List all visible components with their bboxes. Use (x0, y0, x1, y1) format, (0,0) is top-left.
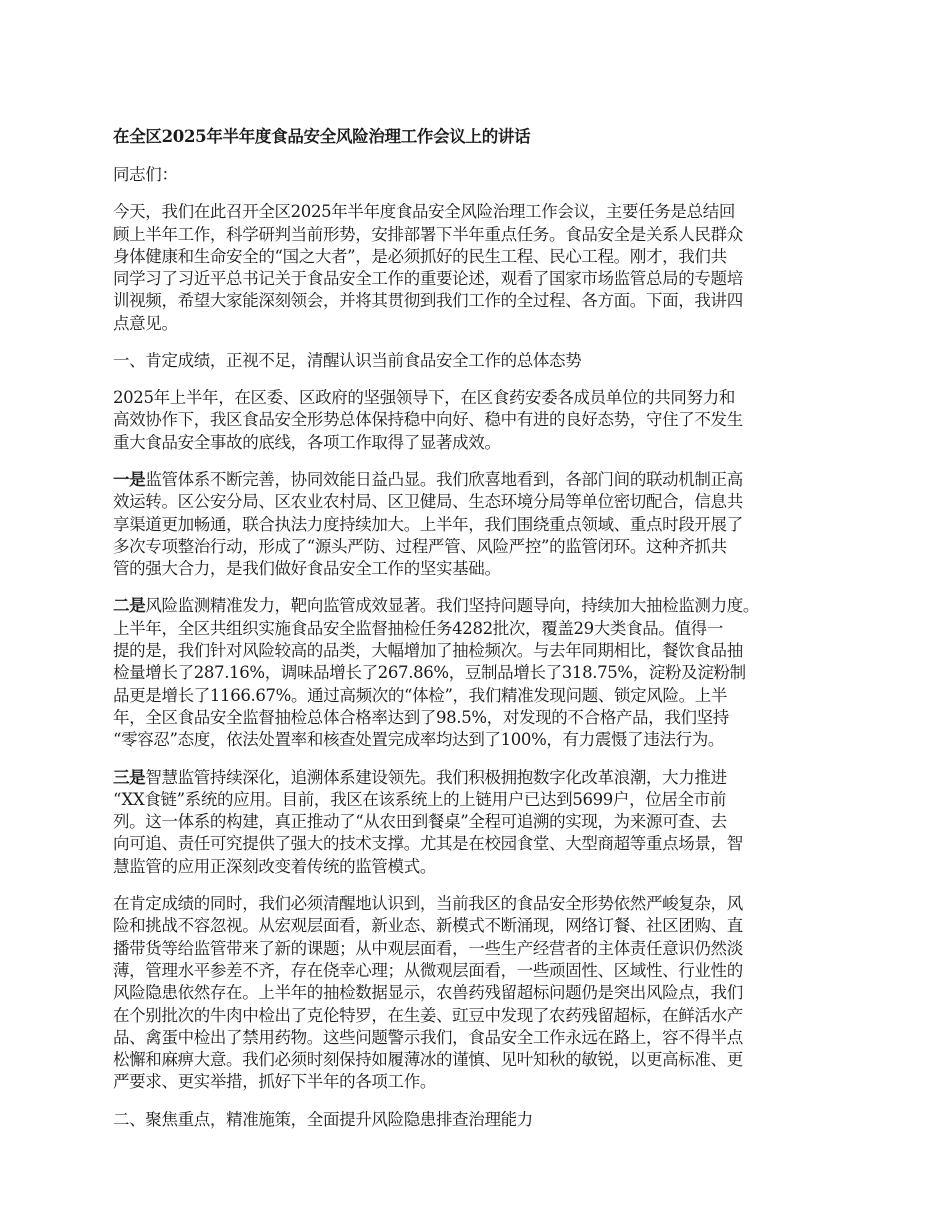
text-line: 重大食品安全事故的底线，各项工作取得了显著成效。 (113, 432, 501, 452)
text-line: 慧监管的应用正深刻改变着传统的监管模式。 (113, 856, 437, 876)
point-3-paragraph (113, 767, 853, 878)
text-line: 险和挑战不容忽视。从宏观层面看，新业态、新模式不断涌现，网络订餐、社区团购、直 (113, 916, 743, 936)
text-line: 品、禽蛋中检出了禁用药物。这些问题警示我们，食品安全工作永远在路上，容不得半点 (113, 1027, 743, 1047)
document-title: 在全区2025年半年度食品安全风险治理工作会议上的讲话 (113, 127, 531, 146)
text-line: 今天，我们在此召开全区2025年半年度食品安全风险治理工作会议，主要任务是总结回 (113, 202, 735, 222)
text-line: 同学习了习近平总书记关于食品安全工作的重要论述，观看了国家市场监管总局的专题培 (113, 269, 743, 289)
point-lead: 三是 (113, 767, 146, 787)
text-segment: 智慧监管持续深化，追溯体系建设领先。我们积极拥抱数字化改革浪潮，大力推进 (145, 767, 727, 787)
section1-intro-paragraph (113, 387, 853, 454)
text-line: 上半年，全区共组织实施食品安全监督抽检任务4282批次，覆盖29大类食品。值得一 (113, 618, 723, 638)
text-line: 高效协作下，我区食品安全形势总体保持稳中向好、稳中有进的良好态势，守住了不发生 (113, 410, 743, 430)
intro-paragraph (113, 201, 853, 335)
text-segment: 风险监测精准发力，靶向监管成效显著。我们坚持问题导向，持续加大抽检监测力度。 (145, 596, 760, 616)
text-line: “XX食链”系统的应用。目前，我区在该系统上的上链用户已达到5699户，位居全市前 (113, 789, 726, 809)
document-page (113, 126, 853, 1146)
text-line: 严要求、更实举措，抓好下半年的各项工作。 (113, 1072, 437, 1092)
text-line: 在个别批次的牛肉中检出了克伦特罗，在生姜、豇豆中发现了农药残留超标，在鲜活水产 (113, 1005, 743, 1025)
section-heading-2: 二、聚焦重点，精准施策，全面提升风险隐患排查治理能力 (113, 1109, 533, 1129)
text-line: 身体健康和生命安全的“国之大者”，是必须抓好的民生工程、民心工程。刚才，我们共 (113, 246, 727, 266)
text-line: 2025年上半年，在区委、区政府的坚强领导下，在区食药安委各成员单位的共同努力和 (113, 388, 735, 408)
point-1-paragraph (113, 469, 853, 580)
text-line: 点意见。 (113, 313, 178, 333)
text-line (113, 767, 853, 789)
text-line: 播带货等给监管带来了新的课题；从中观层面看，一些生产经营者的主体责任意识仍然淡 (113, 938, 743, 958)
text-line: 管的强大合力，是我们做好食品安全工作的坚实基础。 (113, 559, 501, 579)
point-lead: 二是 (113, 596, 146, 616)
text-line: 列。这一体系的构建，真正推动了“从农田到餐桌”全程可追溯的实现，为来源可查、去 (113, 812, 727, 832)
text-line: 年，全区食品安全监督抽检总体合格率达到了98.5%，对发现的不合格产品，我们坚持 (113, 707, 729, 727)
text-line: 检量增长了287.16%，调味品增长了267.86%，豆制品增长了318.75%，淀粉及淀粉制 (113, 663, 746, 683)
text-line: 顾上半年工作，科学研判当前形势，安排部署下半年重点任务。食品安全是关系人民群众 (113, 224, 743, 244)
section-heading-1: 一、肯定成绩，正视不足，清醒认识当前食品安全工作的总体态势 (113, 351, 582, 371)
text-line: 享渠道更加畅通，联合执法力度持续加大。上半年，我们围绕重点领域、重点时段开展了 (113, 514, 743, 534)
text-segment: 监管体系不断完善，协同效能日益凸显。我们欣喜地看到，各部门间的联动机制正高 (145, 469, 743, 489)
text-line: 薄，管理水平参差不齐，存在侥幸心理；从微观层面看，一些顽固性、区域性、行业性的 (113, 960, 743, 980)
challenges-paragraph (113, 893, 853, 1094)
text-line: 提的是，我们针对风险较高的品类，大幅增加了抽检频次。与去年同期相比，餐饮食品抽 (113, 641, 743, 661)
text-line: “零容忍”态度，依法处置率和核查处置完成率均达到了100%，有力震慑了违法行为。 (113, 730, 725, 750)
text-line: 向可追、责任可究提供了强大的技术支撑。尤其是在校园食堂、大型商超等重点场景，智 (113, 834, 743, 854)
point-2-paragraph (113, 595, 853, 751)
text-line (113, 595, 853, 617)
point-lead: 一是 (113, 469, 146, 489)
text-line: 训视频，希望大家能深刻领会，并将其贯彻到我们工作的全过程、各方面。下面，我讲四 (113, 291, 743, 311)
text-line (113, 469, 853, 491)
text-line: 品更是增长了1166.67%。通过高频次的“体检”，我们精准发现问题、锁定风险。上半 (113, 685, 728, 705)
text-line: 松懈和麻痹大意。我们必须时刻保持如履薄冰的谨慎、见叶知秋的敏锐，以更高标准、更 (113, 1050, 743, 1070)
text-line: 多次专项整治行动，形成了“源头严防、过程严管、风险严控”的监管闭环。这种齐抓共 (113, 536, 727, 556)
text-line: 效运转。区公安分局、区农业农村局、区卫健局、生态环境分局等单位密切配合，信息共 (113, 492, 743, 512)
text-line: 在肯定成绩的同时，我们必须清醒地认识到，当前我区的食品安全形势依然严峻复杂，风 (113, 894, 743, 914)
salutation: 同志们： (113, 165, 178, 184)
text-line: 风险隐患依然存在。上半年的抽检数据显示，农兽药残留超标问题仍是突出风险点，我们 (113, 983, 743, 1003)
